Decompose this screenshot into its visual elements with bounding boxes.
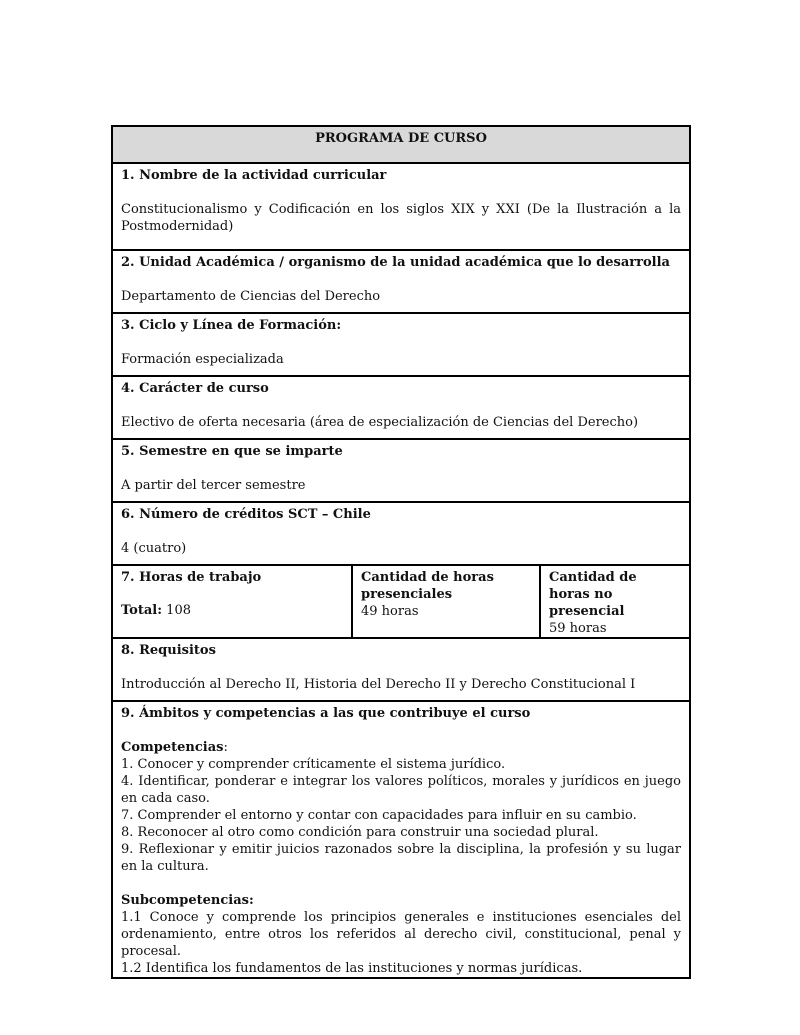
subcompetencias-label: Subcompetencias:: [121, 893, 254, 908]
table-title: PROGRAMA DE CURSO: [315, 131, 487, 146]
presencial-hours-cell: [352, 565, 540, 638]
total-value: 108: [166, 603, 191, 618]
section-cycle: [112, 313, 690, 376]
section-semester: [112, 439, 690, 502]
section-value: 4 (cuatro): [121, 541, 187, 556]
presencial-title: Cantidad de horas presenciales: [361, 570, 494, 602]
competencias-colon: :: [223, 740, 228, 755]
section-value: Departamento de Ciencias del Derecho: [121, 289, 381, 304]
section-requirements: [112, 638, 690, 701]
section-title: 4. Carácter de curso: [121, 381, 269, 396]
section-title: 5. Semestre en que se imparte: [121, 444, 343, 459]
section-competencies: [112, 701, 690, 978]
section-title: 7. Horas de trabajo: [121, 570, 262, 585]
total-label: Total:: [121, 603, 163, 618]
section-title: 8. Requisitos: [121, 643, 216, 658]
no-presencial-title: Cantidad de horas no presencial: [549, 570, 637, 619]
section-title: 2. Unidad Académica / organismo de la unidad académica que lo desarrolla: [121, 255, 670, 270]
section-value: Constitucionalismo y Codificación en los siglos XIX y XXI (De la Ilustración a la Postmodernidad): [121, 202, 682, 234]
section-work-hours: [112, 565, 352, 638]
course-program-table: [111, 125, 691, 979]
section-activity-name: [112, 163, 690, 250]
no-presencial-value: 59 horas: [549, 621, 607, 636]
section-title: 6. Número de créditos SCT – Chile: [121, 507, 371, 522]
section-course-character: [112, 376, 690, 439]
list-item: 8. Reconocer al otro como condición para construir una sociedad plural.: [121, 825, 599, 840]
section-value: Formación especializada: [121, 352, 284, 367]
section-value: Electivo de oferta necesaria (área de especialización de Ciencias del Derecho): [121, 415, 639, 430]
section-academic-unit: [112, 250, 690, 313]
presencial-value: 49 horas: [361, 604, 419, 619]
list-item: 9. Reflexionar y emitir juicios razonados sobre la disciplina, la profesión y su lugar en la cultura.: [121, 842, 682, 874]
table-header: [112, 126, 690, 163]
list-item: 1.2 Identifica los fundamentos de las instituciones y normas jurídicas.: [121, 961, 583, 976]
section-value: Introducción al Derecho II, Historia del Derecho II y Derecho Constitucional I: [121, 677, 636, 692]
list-item: 4. Identificar, ponderar e integrar los valores políticos, morales y jurídicos en juego en cada caso.: [121, 774, 682, 806]
list-item: 1. Conocer y comprender críticamente el sistema jurídico.: [121, 757, 506, 772]
section-title: 9. Ámbitos y competencias a las que contribuye el curso: [121, 706, 531, 721]
section-value: A partir del tercer semestre: [121, 478, 306, 493]
competencias-heading: [121, 739, 681, 756]
list-item: 7. Comprender el entorno y contar con capacidades para influir en su cambio.: [121, 808, 637, 823]
section-title: 3. Ciclo y Línea de Formación:: [121, 318, 342, 333]
section-credits: [112, 502, 690, 565]
list-item: 1.1 Conoce y comprende los principios generales e instituciones esenciales del ordenamiento, entre otros los referidos al derecho civil, constitucional, penal y procesal.: [121, 910, 682, 959]
total-hours: [121, 602, 343, 619]
section-title: 1. Nombre de la actividad curricular: [121, 168, 387, 183]
competencias-label: Competencias: [121, 740, 224, 755]
no-presencial-hours-cell: [540, 565, 690, 638]
